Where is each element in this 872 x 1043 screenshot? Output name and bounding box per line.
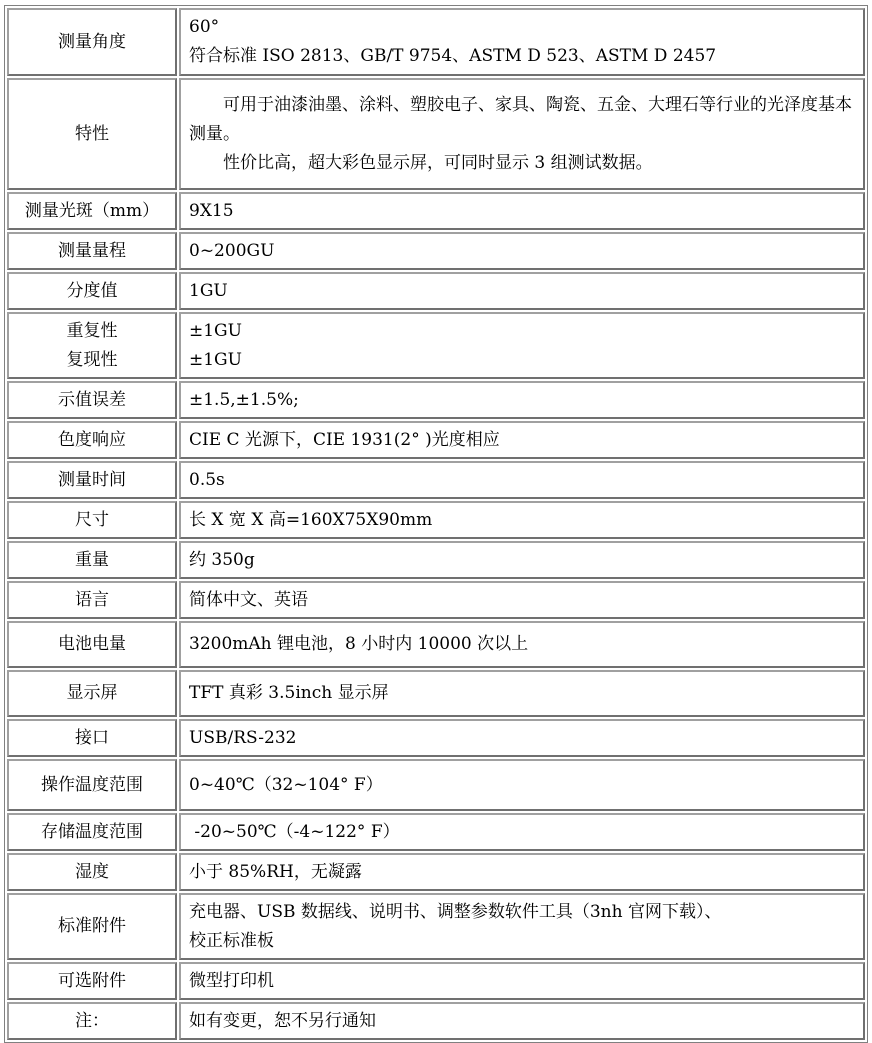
spec-value-cell — [179, 813, 865, 851]
spec-label: 重复性 — [66, 320, 118, 341]
spec-row — [7, 272, 865, 310]
spec-row — [7, 853, 865, 891]
spec-label: 语言 — [75, 589, 109, 610]
spec-value: -20~50℃（-4~122° F） — [189, 821, 400, 842]
spec-label-cell — [7, 541, 177, 579]
spec-label-cell — [7, 192, 177, 230]
spec-value: 符合标准 ISO 2813、GB/T 9754、ASTM D 523、ASTM D 2457 — [189, 46, 717, 66]
spec-value: 约 350g — [189, 549, 255, 570]
spec-label-cell — [7, 501, 177, 539]
spec-row — [7, 381, 865, 419]
spec-value: ±1.5,±1.5%; — [189, 389, 299, 410]
spec-value: 小于 85%RH，无凝露 — [189, 861, 362, 882]
spec-value: 0.5s — [189, 469, 225, 490]
spec-value: 校正标准板 — [189, 930, 274, 951]
spec-value: 3200mAh 锂电池，8 小时内 10000 次以上 — [189, 634, 529, 654]
spec-value-cell — [179, 581, 865, 619]
spec-value-cell — [179, 272, 865, 310]
spec-label-cell — [7, 78, 177, 190]
spec-label: 特性 — [75, 123, 109, 144]
spec-value: CIE C 光源下，CIE 1931(2° )光度相应 — [189, 429, 500, 450]
spec-label: 分度值 — [66, 280, 118, 301]
spec-label-cell — [7, 759, 177, 811]
spec-label-cell — [7, 670, 177, 717]
spec-label-cell — [7, 962, 177, 1000]
spec-label: 存储温度范围 — [41, 821, 143, 842]
spec-value: 1GU — [189, 280, 228, 301]
spec-value: 9X15 — [189, 200, 234, 221]
spec-row — [7, 232, 865, 270]
spec-row — [7, 719, 865, 757]
spec-label: 测量光斑（mm） — [24, 200, 160, 221]
spec-paragraph: 可用于油漆油墨、涂料、塑胶电子、家具、陶瓷、五金、大理石等行业的光泽度基本测量。 — [189, 94, 852, 144]
spec-value: USB/RS-232 — [189, 727, 297, 748]
spec-label: 重量 — [75, 549, 109, 570]
spec-value-cell — [179, 232, 865, 270]
spec-label-cell — [7, 312, 177, 379]
spec-label-cell — [7, 719, 177, 757]
spec-table-body — [7, 8, 865, 1040]
spec-label-cell — [7, 621, 177, 668]
spec-row — [7, 670, 865, 717]
spec-label-cell — [7, 893, 177, 960]
spec-label-cell — [7, 381, 177, 419]
spec-label: 可选附件 — [58, 970, 126, 991]
spec-value-cell — [179, 501, 865, 539]
spec-row — [7, 759, 865, 811]
spec-value-cell — [179, 312, 865, 379]
spec-row — [7, 813, 865, 851]
spec-value-cell — [179, 962, 865, 1000]
spec-label-cell — [7, 461, 177, 499]
spec-label: 注： — [75, 1010, 109, 1031]
spec-value-cell — [179, 853, 865, 891]
spec-row — [7, 312, 865, 379]
spec-value-cell — [179, 670, 865, 717]
spec-value: ±1GU — [189, 349, 242, 370]
spec-label: 色度响应 — [58, 429, 126, 450]
spec-value-cell — [179, 719, 865, 757]
spec-row — [7, 581, 865, 619]
spec-value: ±1GU — [189, 320, 242, 341]
spec-label-cell — [7, 421, 177, 459]
spec-label-cell — [7, 8, 177, 76]
spec-value: 长 X 宽 X 高=160X75X90mm — [189, 509, 433, 530]
spec-row — [7, 421, 865, 459]
spec-row — [7, 541, 865, 579]
spec-label-cell — [7, 232, 177, 270]
spec-value: 微型打印机 — [189, 970, 274, 991]
spec-label: 电池电量 — [58, 634, 126, 654]
spec-label: 标准附件 — [58, 916, 126, 936]
spec-row — [7, 621, 865, 668]
spec-row — [7, 501, 865, 539]
spec-value-cell — [179, 8, 865, 76]
spec-value-cell — [179, 421, 865, 459]
spec-value-cell — [179, 78, 865, 190]
spec-row — [7, 192, 865, 230]
spec-label: 接口 — [75, 727, 109, 748]
spec-row — [7, 78, 865, 190]
spec-paragraph: 性价比高，超大彩色显示屏，可同时显示 3 组测试数据。 — [223, 152, 653, 173]
spec-value: 60° — [189, 17, 220, 37]
spec-label: 尺寸 — [75, 509, 109, 530]
spec-label: 测量角度 — [58, 31, 126, 52]
spec-label-cell — [7, 581, 177, 619]
spec-value-cell — [179, 1002, 865, 1040]
spec-value-cell — [179, 381, 865, 419]
spec-row — [7, 461, 865, 499]
spec-value: 简体中文、英语 — [189, 589, 308, 610]
spec-row — [7, 962, 865, 1000]
spec-label: 显示屏 — [66, 683, 118, 703]
spec-value: 0~40℃（32~104° F） — [189, 774, 383, 795]
spec-row — [7, 893, 865, 960]
spec-value-cell — [179, 759, 865, 811]
spec-label: 测量时间 — [58, 469, 126, 490]
spec-value: TFT 真彩 3.5inch 显示屏 — [189, 683, 389, 703]
spec-label: 测量量程 — [58, 240, 126, 261]
spec-value-cell — [179, 192, 865, 230]
spec-label-cell — [7, 853, 177, 891]
spec-label: 操作温度范围 — [41, 774, 143, 795]
spec-label: 复现性 — [66, 349, 118, 370]
spec-value-cell — [179, 893, 865, 960]
spec-value: 0~200GU — [189, 240, 275, 261]
spec-value-cell — [179, 541, 865, 579]
spec-value-cell — [179, 621, 865, 668]
spec-label-cell — [7, 272, 177, 310]
spec-label-cell — [7, 813, 177, 851]
spec-label: 湿度 — [75, 861, 109, 882]
spec-label-cell — [7, 1002, 177, 1040]
spec-value: 充电器、USB 数据线、说明书、调整参数软件工具（3nh 官网下载）、 — [189, 901, 722, 922]
spec-value: 如有变更，恕不另行通知 — [189, 1010, 376, 1031]
spec-row — [7, 8, 865, 76]
spec-label: 示值误差 — [58, 389, 126, 410]
spec-table — [4, 5, 868, 1043]
spec-value-cell — [179, 461, 865, 499]
spec-row — [7, 1002, 865, 1040]
